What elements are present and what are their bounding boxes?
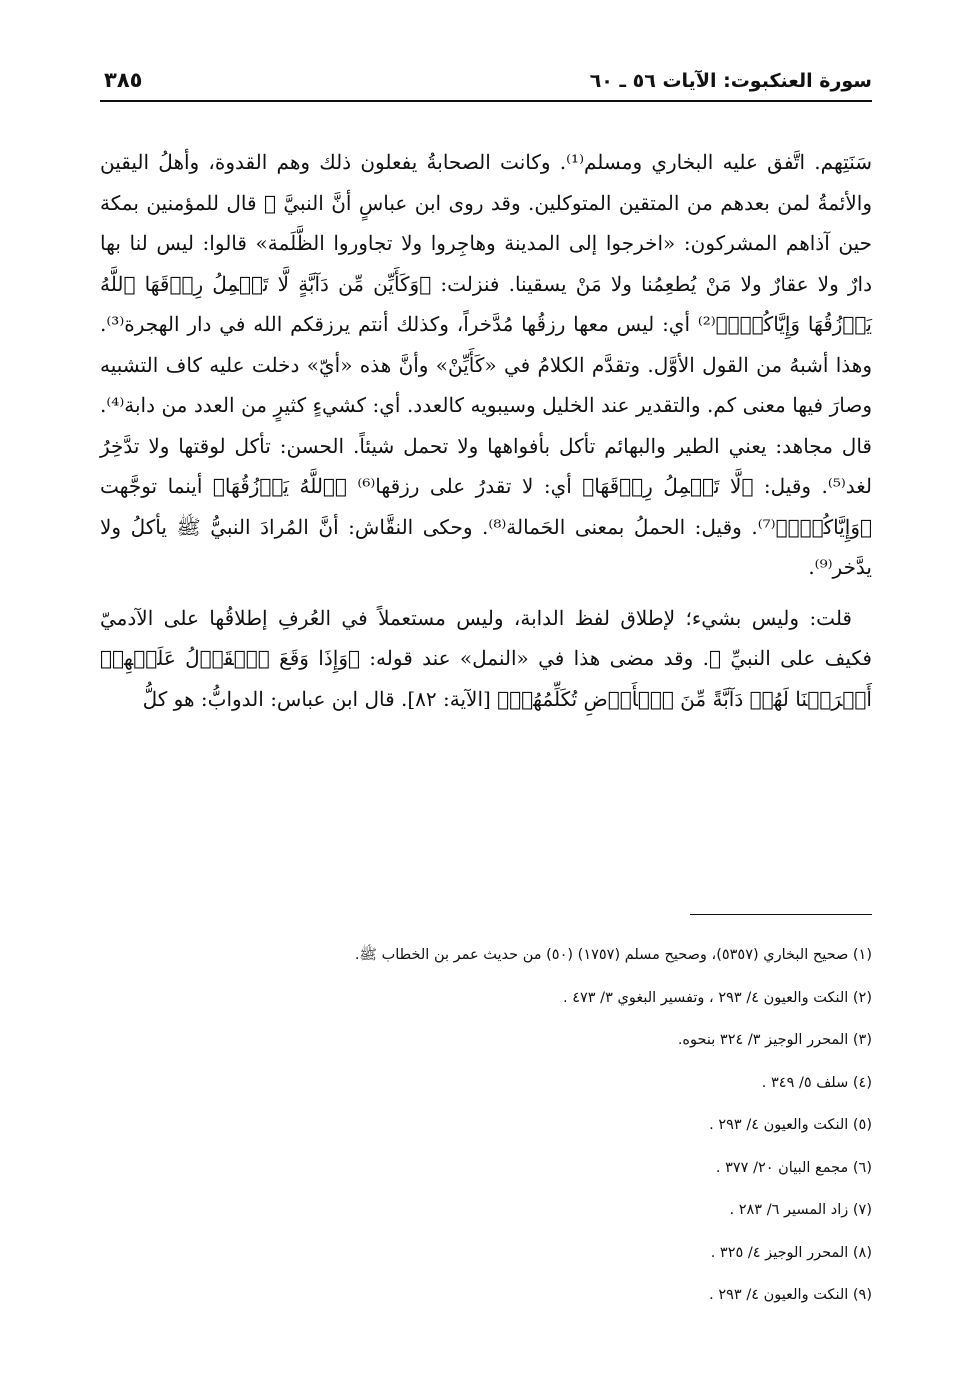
footnote: (٦) مجمع البيان ٢٠/ ٣٧٧ . xyxy=(715,1159,872,1176)
footnote: (٧) زاد المسير ٦/ ٢٨٣ . xyxy=(729,1202,872,1218)
surah-heading: سورة العنكبوت: الآيات ٥٦ ـ ٦٠ xyxy=(589,70,872,92)
footnote: (٣) المحرر الوجيز ٣/ ٣٢٤ بنحوه. xyxy=(677,1032,872,1048)
footnote-separator xyxy=(690,914,872,915)
footnotes-list xyxy=(100,942,872,1325)
page-header xyxy=(100,64,872,102)
paragraph: سَنَتِهم. اتَّفق عليه البخاري ومسلم⁽¹⁾. وكانت الصحابةُ يفعلون ذلك وهم القدوة، وأهلُ اليقين والأئمةُ لمن بعدهم من المتقين المتوكلين. وقد روى ابن عباسٍ أنَّ النبيَّ ﷺ قال للمؤمنين بمكة حين آذاهم المشركون: «اخرجوا إلى المدينة وهاجِروا ولا تجاوروا الظَّلَمة» قالوا: ليس لنا بها دارٌ ولا عقارٌ ولا مَنْ يُطعِمُنا ولا مَنْ يسقينا. فنزلت: ﴿وَكَأَيِّن مِّن دَآبَّةٍ لَّا تَحۡمِلُ رِزۡقَهَا ٱللَّهُ يَرۡزُقُهَا وَإِيَّاكُمۡۚ﴾⁽²⁾ أي: ليس معها رزقُها مُدَّخراً، وكذلك أنتم يرزقكم الله في دار الهجرة⁽³⁾. وهذا أشبهُ من القول الأوَّل. وتقدَّم الكلامُ في «كَأَيِّنْ» وأنَّ هذه «أيّ» دخلت عليه كاف التشبيه وصارَ فيها معنى كم. والتقدير عند الخليل وسيبويه كالعدد. أي: كشيءٍ كثيرٍ من العدد من دابة⁽⁴⁾. قال مجاهد: يعني الطير والبهائم تأكل بأفواهها ولا تحمل شيئاً. الحسن: تأكل لوقتها ولا تدَّخِرُ لغد⁽⁵⁾. وقيل: ﴿لَّا تَحۡمِلُ رِزۡقَهَا﴾ أي: لا تقدرُ على رزقها⁽⁶⁾ ﴿ٱللَّهُ يَرۡزُقُهَا﴾ أينما توجَّهت ﴿وَإِيَّاكُمۡۚ﴾⁽⁷⁾. وقيل: الحملُ بمعنى الحَمالة⁽⁸⁾. وحكى النقَّاش: أنَّ المُرادَ النبيُّ ﷺ يأكلُ ولا يدَّخر⁽⁹⁾. xyxy=(100,150,873,579)
footnote: (١) صحيح البخاري (٥٣٥٧)، وصحيح مسلم (١٧٥٧) (٥٠) من حديث عمر بن الخطاب ﷺ. xyxy=(354,947,872,963)
footnote: (٩) النكت والعيون ٤/ ٢٩٣ . xyxy=(709,1287,872,1303)
footnote: (٨) المحرر الوجيز ٤/ ٣٢٥ . xyxy=(710,1244,872,1261)
footnote: (٥) النكت والعيون ٤/ ٢٩٣ . xyxy=(709,1117,872,1133)
paragraph: قلت: وليس بشيء؛ لإطلاق لفظ الدابة، وليس مستعملاً في العُرفِ إطلاقُها على الآدميّ فكيف على النبيِّ ﷺ. وقد مضى هذا في «النمل» عند قوله: ﴿وَإِذَا وَقَعَ ٱلۡقَوۡلُ عَلَيۡهِمۡ أَخۡرَجۡنَا لَهُمۡ دَآبَّةً مِّنَ ٱلۡأَرۡضِ تُكَلِّمُهُمۡ﴾ [الآية: ٨٢]. قال ابن عباس: الدوابُّ: هو كلُّ xyxy=(100,605,872,711)
page-number: ٣٨٥ xyxy=(104,68,143,92)
footnote: (٢) النكت والعيون ٤/ ٢٩٣ ، وتفسير البغوي ٣/ ٤٧٣ . xyxy=(562,989,872,1006)
footnote: (٤) سلف ٥/ ٣٤٩ . xyxy=(761,1074,872,1091)
main-text xyxy=(100,142,872,719)
